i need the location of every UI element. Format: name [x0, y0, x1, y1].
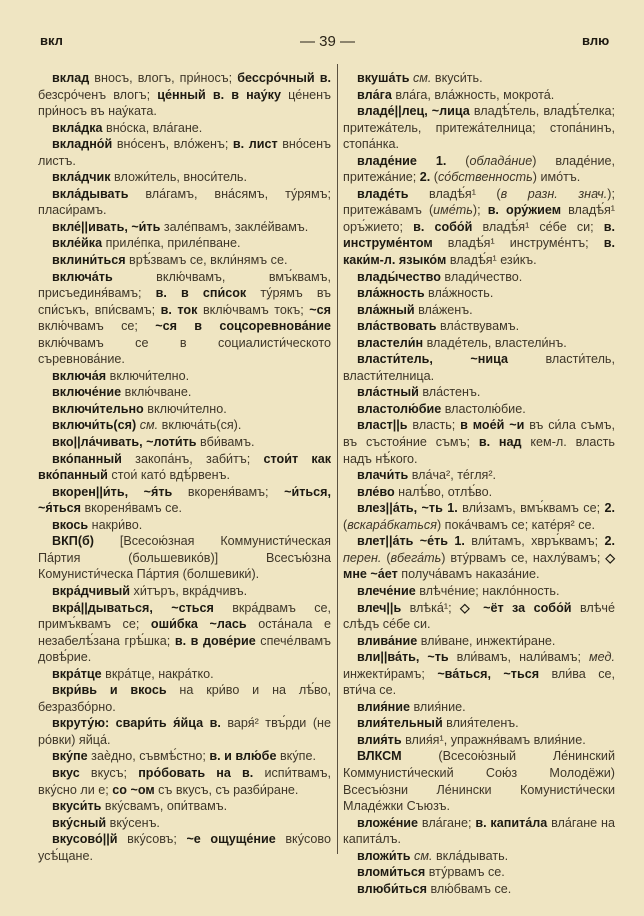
entry-translation: вку́сово усѣ́щане. [38, 832, 331, 863]
entry-headword: включе́ние [52, 385, 122, 400]
entry-translation: оста́нала е незабелѣ́зана грѣ́шка; [38, 617, 332, 648]
entry-headword: це́нный в. в нау́ку [157, 87, 281, 102]
entry-headword: вкуша́ть [357, 71, 410, 85]
dictionary-entry [343, 864, 615, 881]
entry-translation: вку́совъ; [117, 832, 187, 847]
entry-translation: вла́га, вла́жность, мокрота́. [391, 87, 555, 102]
dictionary-entry [343, 500, 615, 533]
right-column [343, 70, 615, 897]
dictionary-entry [343, 881, 615, 898]
entry-headword: вкри́вь и вкось [52, 683, 167, 698]
entry-headword: вкле́йка [52, 236, 103, 251]
entry-translation: вно́ска, вла́гане. [102, 120, 203, 135]
entry-translation: власти́тель, власти́телница. [343, 352, 615, 383]
dictionary-entry [38, 451, 331, 484]
dictionary-entry [343, 70, 615, 87]
dictionary-entry [343, 583, 615, 600]
entry-headword: вкра́||дываться, ~сться [52, 600, 214, 615]
entry-translation: включа́ть(ся). [158, 418, 242, 433]
entry-headword: стои́т как вко́панный [38, 451, 331, 483]
dictionary-entry [38, 765, 331, 798]
entry-translation: врѣ́звамъ се, вкли́нямъ се. [125, 253, 288, 268]
entry-headword: в. каки́м-л. языко́м [343, 236, 615, 268]
dictionary-entry [343, 715, 615, 732]
entry-headword: влез||а́ть, ~ть 1. [357, 501, 458, 516]
dictionary-entry [343, 732, 615, 749]
entry-headword: влюби́ться [357, 881, 427, 896]
entry-translation: владѣ́я¹ се́бе си; [472, 219, 604, 234]
entry-translation: вла́ча², те́гля². [408, 468, 497, 483]
entry-translation: стои́ като́ вдѣ́рвенъ. [107, 468, 231, 483]
entry-translation: вклю́чване. [121, 385, 192, 400]
entry-headword: вкле́||ивать, ~и́ть [52, 219, 161, 234]
dictionary-entry [343, 401, 615, 418]
entry-headword: включи́тельно [52, 401, 144, 416]
entry-translation: влади́чество. [440, 269, 523, 284]
dictionary-entry [343, 318, 615, 335]
dictionary-entry [38, 815, 331, 832]
entry-headword: в. лист [232, 137, 278, 152]
dictionary-entry [38, 186, 331, 219]
entry-headword: вкра́тце [52, 666, 102, 681]
entry-translation: [Всесою́зная Коммунисти́ческая Па́ртия (большевико́в)] Всесъю́зна Комунисти́ческа Па́ртия (болшевики́). [38, 534, 331, 582]
entry-translation: включи́телно. [106, 368, 190, 383]
dictionary-entry [38, 715, 331, 748]
entry-headword: вкусово́||й [52, 832, 118, 847]
dictionary-entry [38, 666, 331, 683]
entry-headword: влет||а́ть ~е́ть 1. [357, 534, 465, 549]
entry-headword: ◇ ~ёт за собо́й [460, 600, 572, 615]
entry-headword: влече́ние [357, 583, 416, 598]
entry-translation: вла́стенъ. [418, 385, 481, 400]
entry-headword: вломи́ться [357, 865, 426, 880]
entry-translation: вно́сенъ листъ. [38, 137, 331, 168]
entry-headword: вко́панный [52, 451, 122, 466]
dictionary-entry [343, 417, 615, 467]
entry-translation: вкусъ; [79, 765, 139, 780]
dictionary-entry [343, 335, 615, 352]
entry-headword: в. инструме́нтом [343, 219, 615, 251]
entry-headword: ~ся [309, 302, 331, 317]
entry-headword: вла́жный [357, 302, 415, 317]
entry-translation: на кри́во и на лѣ́во, безразбо́рно. [38, 683, 331, 714]
entry-headword: вку́пе [52, 749, 88, 764]
entry-translation: влѣче́ слѣдъ се́бе си. [343, 600, 615, 632]
entry-translation: вкра́двамъ се, примъ́квамъ се; [38, 600, 332, 632]
entry-translation: вла́гане; [418, 815, 476, 830]
entry-translation: це́ненъ при́носъ въ нау́ката. [38, 87, 331, 119]
entry-translation: влѣка́¹; [401, 600, 461, 615]
entry-translation: вби́вамъ. [196, 435, 255, 450]
entry-translation: вложи́тель, вноси́тель. [110, 170, 247, 185]
dictionary-entry [343, 600, 615, 633]
entry-headword: вклад [52, 71, 90, 85]
entry-translation: вкореня́вамъ; [172, 484, 285, 499]
entry-translation: безсро́ченъ влогъ; [38, 87, 158, 102]
entry-headword: ◇ мне ~а́ет [343, 550, 615, 582]
entry-translation: вку́сенъ. [106, 815, 160, 830]
entry-label: см. [412, 71, 432, 85]
page-number: — 39 — [300, 33, 356, 50]
entry-headword: властели́н [357, 335, 424, 350]
entry-translation: ) владе́ние, притежа́ние; [343, 153, 615, 185]
entry-translation: вклю́чвамъ се; [38, 319, 156, 334]
entry-translation: влю́бвамъ се. [426, 881, 512, 896]
entry-translation: вли́замъ, вмъ́квамъ се; [457, 501, 605, 516]
dictionary-entry [343, 467, 615, 484]
entry-headword: власти́тель, ~ница [357, 352, 509, 367]
entry-translation: съ вкусъ, съ разби́ране. [154, 782, 299, 797]
entry-headword: вла́ствовать [357, 319, 437, 334]
dictionary-entry [343, 269, 615, 286]
entry-headword: власт||ь [357, 418, 408, 433]
dictionary-entry [38, 368, 331, 385]
entry-translation: ) пока́чвамъ се; кате́ря² се. [436, 517, 596, 532]
entry-translation: ( [381, 550, 391, 565]
entry-headword: вложи́ть [357, 848, 411, 863]
dictionary-entry [38, 235, 331, 252]
dictionary-entry [38, 748, 331, 765]
entry-headword: владе́ние 1. [357, 153, 447, 168]
dictionary-entry [38, 484, 331, 517]
entry-translation: варя́² твъ́рди (не ро́вки) яйца́. [38, 716, 331, 747]
dictionary-entry [343, 103, 615, 153]
dictionary-entry [343, 649, 615, 699]
entry-label: мед. [589, 650, 615, 665]
entry-translation: хи́търъ, вкра́дчивъ. [130, 583, 248, 598]
entry-translation: ( [430, 170, 438, 185]
entry-translation: вла́женъ. [414, 302, 473, 317]
dictionary-entry [38, 384, 331, 401]
entry-headword: ВКП(б) [52, 534, 94, 549]
entry-headword: включа́ть [52, 269, 113, 284]
entry-headword: вклини́ться [52, 253, 126, 268]
entry-headword: вкус [52, 765, 80, 780]
entry-translation: вкореня́вамъ се. [80, 501, 182, 516]
entry-label: в разн. знач. [500, 186, 608, 201]
column-divider [337, 64, 338, 854]
entry-translation: налѣ́во, отлѣ́во. [394, 484, 493, 499]
dictionary-entry [343, 285, 615, 302]
entry-label: см. [139, 418, 159, 433]
entry-translation: ту́рямъ въ спи́съкъ, впи́свамъ; [38, 286, 331, 317]
dictionary-entry [343, 153, 615, 186]
entry-headword: вкруту́ю: свари́ть я́йца в. [52, 716, 221, 731]
entry-headword: влеч||ь [357, 600, 402, 615]
entry-translation: приле́пка, приле́пване. [102, 236, 241, 251]
entry-translation: вли́ва се, вти́ча се. [343, 666, 615, 698]
entry-translation: владѣ́тель, владѣ́телка; притежа́тель, притежа́телница; стопа́нинъ, стопа́нка. [343, 104, 615, 152]
entry-translation: ( [343, 517, 348, 532]
entry-headword: ВЛКСМ [357, 749, 402, 764]
entry-translation: вли́тамъ, хвръ́квамъ; [464, 534, 605, 549]
entry-headword: властолю́бие [357, 401, 442, 416]
entry-translation: ) имо́тъ. [532, 170, 581, 185]
entry-headword: влия́тельный [357, 716, 443, 731]
entry-translation: вносъ, влогъ, при́носъ; [89, 71, 238, 85]
entry-headword: влия́ние [357, 699, 411, 714]
entry-label: со́бственность [438, 170, 533, 185]
entry-label: облада́ние [469, 153, 533, 168]
entry-headword: вкла́дывать [52, 186, 129, 201]
entry-translation: владѣ́я¹ оръ́жието; [343, 203, 615, 234]
entry-translation: зале́пвамъ, закле́йвамъ. [160, 219, 309, 234]
left-column [38, 70, 331, 864]
entry-translation: заѐдно, съвмѣ́стно; [87, 749, 210, 764]
entry-headword: в. над [478, 435, 522, 450]
dictionary-entry [38, 583, 331, 600]
entry-translation: испи́твамъ, вку́сно ли е; [38, 765, 331, 797]
dictionary-entry [38, 417, 331, 434]
entry-translation: ) вту́рвамъ се, нахлу́вамъ; [441, 550, 606, 565]
entry-headword: вко||ла́чивать, ~лоти́ть [52, 435, 197, 450]
dictionary-entry [343, 815, 615, 848]
entry-translation: вку́пе. [276, 749, 316, 764]
entry-headword: ~е ощуще́ние [186, 832, 276, 847]
entry-headword: ~ся в соцсоревнова́ние [155, 319, 332, 334]
left-guide-word: вкл [40, 33, 63, 48]
dictionary-entry [343, 533, 615, 583]
entry-translation: владѣ́я¹ ези́къ. [446, 253, 537, 268]
entry-label: вскара́бкаться [347, 517, 437, 532]
entry-translation: спече́лвамъ довѣ́рие. [38, 633, 331, 665]
entry-headword: влады́чество [357, 269, 441, 284]
entry-translation: вла́ствувамъ. [436, 319, 520, 334]
entry-label: см. [414, 848, 433, 863]
entry-headword: вкла́дчик [52, 170, 111, 185]
entry-translation: вкуси́ть. [431, 71, 483, 85]
entry-headword: вку́сный [52, 815, 107, 830]
dictionary-entry [38, 434, 331, 451]
entry-headword: вкось [52, 517, 89, 532]
entry-translation: владѣ́я¹ инструме́нтъ; [432, 236, 604, 251]
entry-translation: вку́свамъ, опи́твамъ. [101, 799, 228, 814]
entry-headword: со ~ом [112, 782, 155, 797]
right-guide-word: влю [582, 33, 610, 48]
entry-headword: владе́ть [357, 186, 409, 201]
entry-translation: кем-л. власть надъ нѣ́кого. [343, 435, 615, 466]
entry-headword: в мое́й ~и [460, 418, 525, 433]
dictionary-entry [343, 633, 615, 650]
entry-translation: влия́я¹, упражня́вамъ влия́ние. [401, 732, 586, 747]
entry-translation: вли́вамъ, нали́вамъ; [448, 650, 590, 665]
entry-translation: вклю́чвамъ токъ; [197, 302, 310, 317]
dictionary-entry [343, 484, 615, 501]
dictionary-entry [38, 682, 331, 715]
entry-translation: влия́ние. [410, 699, 466, 714]
entry-translation: владѣ́я¹ ( [408, 186, 501, 201]
entry-headword: владе́||лец, ~лица [357, 104, 470, 119]
entry-translation: закопа́нъ, заби́тъ; [121, 451, 264, 466]
entry-translation: владе́тель, властели́нъ. [423, 335, 567, 350]
entry-translation: вту́рвамъ се. [425, 865, 505, 880]
entry-headword: в. собо́й [413, 219, 473, 234]
entry-headword: вла́жность [357, 286, 425, 301]
entry-headword: вла́стный [357, 385, 419, 400]
entry-translation: власть; [407, 418, 461, 433]
entry-headword: вложе́ние [357, 815, 419, 830]
entry-translation: вла́жность. [424, 286, 494, 301]
entry-headword: 2. [604, 534, 615, 549]
entry-translation: ); [472, 203, 488, 218]
entry-headword: в. в спи́сок [155, 286, 247, 301]
entry-headword: 2. [419, 170, 431, 185]
dictionary-entry [38, 269, 331, 368]
dictionary-entry [38, 136, 331, 169]
entry-headword: в. ору́жием [487, 203, 562, 218]
entry-headword: вле́во [357, 484, 395, 499]
entry-translation: инжекти́рамъ; [343, 666, 438, 681]
entry-headword: вкладно́й [52, 137, 113, 152]
dictionary-entry [343, 351, 615, 384]
entry-translation: ); притежа́вамъ ( [343, 186, 615, 218]
dictionary-entry [343, 848, 615, 865]
dictionary-entry [38, 600, 331, 666]
entry-translation: вклю́чвамъ се в социалисти́ческото съревнова́ние. [38, 335, 331, 367]
entry-translation: ( [446, 153, 470, 168]
dictionary-entry [38, 517, 331, 534]
dictionary-entry [38, 798, 331, 815]
entry-translation: накри́во. [88, 517, 143, 532]
entry-headword: вкра́дчивый [52, 583, 131, 598]
dictionary-entry [38, 831, 331, 864]
entry-headword: влия́ть [357, 732, 402, 747]
entry-headword: вкла́дка [52, 120, 103, 135]
entry-translation: вкра́тце, накра́тко. [101, 666, 214, 681]
dictionary-entry [38, 219, 331, 236]
entry-translation: вкла́дывать. [432, 848, 509, 863]
dictionary-entry [343, 699, 615, 716]
entry-translation: вклю́чвамъ, вмъ́квамъ, присъединя́вамъ; [38, 269, 331, 301]
entry-translation: вла́гане на капита́лъ. [343, 815, 615, 847]
dictionary-entry [38, 120, 331, 137]
entry-label: перен. [343, 550, 382, 565]
dictionary-entry [343, 302, 615, 319]
dictionary-entry [343, 748, 615, 814]
entry-headword: вла́га [357, 87, 392, 102]
entry-headword: вкуси́ть [52, 799, 102, 814]
entry-headword: про́бовать на в. [138, 765, 254, 780]
entry-headword: ~и́ться, ~я́ться [38, 484, 331, 516]
entry-translation: (Всесою́зный Ле́нинский Коммунисти́ческий Сою́з Молодёжи) Всесъю́зни Ле́нински Комунисти́чески Младе́жки Съюзъ. [343, 749, 615, 814]
dictionary-entry [343, 186, 615, 269]
entry-headword: влачи́ть [357, 468, 409, 483]
entry-translation: влѣче́ние; накло́нность. [415, 583, 560, 598]
dictionary-entry [38, 70, 331, 120]
dictionary-entry [38, 169, 331, 186]
entry-translation: получа́вамъ наказа́ние. [397, 567, 540, 582]
entry-headword: 2. [604, 501, 615, 516]
entry-label: вбега́ть [390, 550, 442, 565]
entry-translation: властолю́бие. [441, 401, 526, 416]
dictionary-entry [38, 252, 331, 269]
entry-translation: включи́телно. [143, 401, 227, 416]
entry-headword: включа́я [52, 368, 107, 383]
dictionary-entry [38, 533, 331, 583]
entry-headword: в. в дове́рие [174, 633, 256, 648]
dictionary-entry [343, 384, 615, 401]
entry-headword: в. ток [160, 302, 198, 317]
entry-headword: в. и влю́бе [209, 749, 277, 764]
entry-headword: в. капита́ла [475, 815, 548, 830]
entry-headword: оши́бка ~лась [150, 617, 247, 632]
dictionary-entry [343, 87, 615, 104]
entry-headword: включи́ть(ся) [52, 418, 137, 433]
entry-translation: влия́теленъ. [442, 716, 519, 731]
entry-translation: въ си́ла съмъ, въ състоя́ние съмъ; [343, 418, 615, 450]
entry-translation: вно́сенъ, вло́женъ; [112, 137, 233, 152]
entry-headword: вкорен||и́ть, ~я́ть [52, 484, 173, 499]
entry-headword: бессро́чный в. [237, 71, 331, 85]
entry-headword: вли||ва́ть, ~ть [357, 650, 449, 665]
entry-label: име́ть [433, 203, 473, 218]
entry-translation: вла́гамъ, вна́сямъ, ту́рямъ; пласи́рамъ. [38, 186, 331, 218]
entry-headword: влива́ние [357, 633, 418, 648]
entry-translation: вли́ване, инжекти́ране. [417, 633, 556, 648]
dictionary-entry [38, 401, 331, 418]
entry-headword: ~ва́ться, ~ться [437, 666, 540, 681]
